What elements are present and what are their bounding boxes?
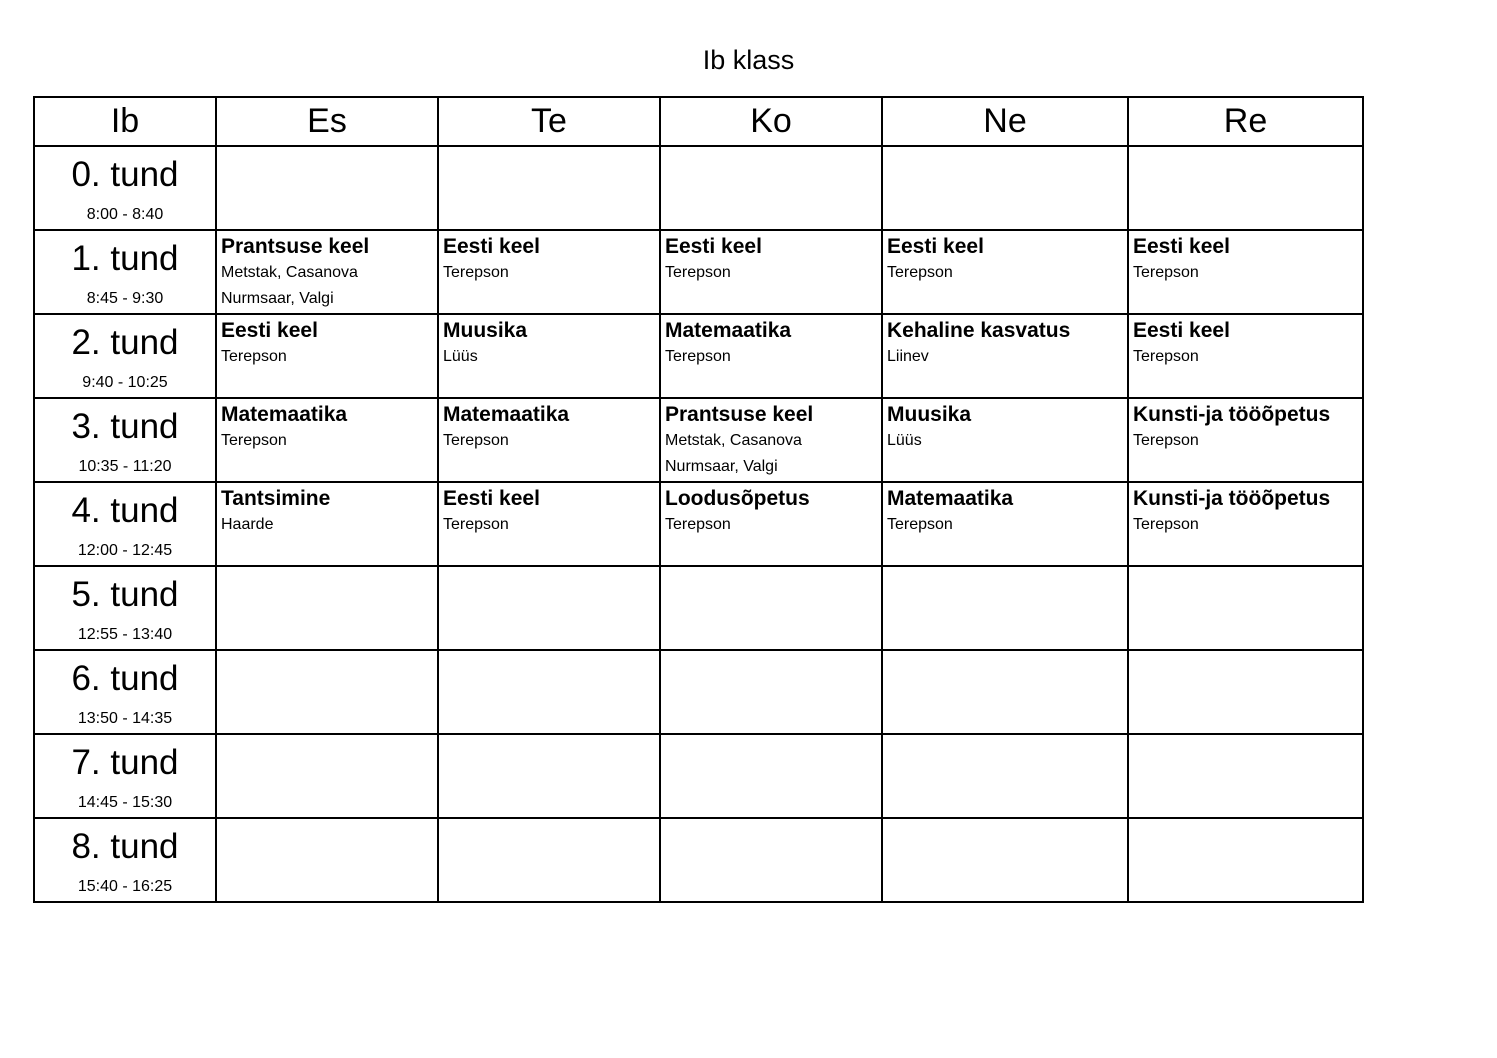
lesson-teacher: Nurmsaar, Valgi	[221, 290, 334, 307]
lesson	[1129, 231, 1362, 286]
lesson	[883, 567, 1127, 570]
period-row	[34, 230, 1363, 314]
lesson	[217, 651, 437, 654]
lesson	[1129, 735, 1362, 738]
lesson-subject: Loodusõpetus	[665, 487, 810, 510]
lesson-cell	[438, 734, 660, 818]
period-row	[34, 566, 1363, 650]
lesson-teacher: Metstak, Casanova	[221, 264, 358, 281]
period-name: 0. tund	[71, 155, 179, 194]
lesson-cell	[1128, 230, 1363, 314]
period-name: 6. tund	[71, 659, 179, 698]
lesson	[217, 147, 437, 150]
period-time: 12:00 - 12:45	[77, 542, 173, 559]
lesson	[439, 735, 659, 738]
lesson-subject: Kehaline kasvatus	[887, 319, 1071, 342]
lesson-cell	[438, 146, 660, 230]
lesson-subject: Eesti keel	[665, 235, 762, 258]
lesson	[439, 315, 659, 370]
day-header: Te	[438, 97, 660, 146]
lesson	[883, 819, 1127, 822]
lesson-cell	[438, 566, 660, 650]
lesson	[661, 819, 881, 822]
period-name: 4. tund	[71, 491, 179, 530]
day-header: Re	[1128, 97, 1363, 146]
lesson-subject: Prantsuse keel	[665, 403, 814, 426]
lesson-subject: Kunsti-ja tööõpetus	[1133, 487, 1331, 510]
lesson	[217, 231, 437, 312]
lesson	[1129, 147, 1362, 150]
period-row	[34, 650, 1363, 734]
lesson-cell	[660, 818, 882, 902]
lesson	[1129, 567, 1362, 570]
lesson-subject: Kunsti-ja tööõpetus	[1133, 403, 1331, 426]
lesson-cell	[882, 230, 1128, 314]
lesson-cell	[438, 314, 660, 398]
period-name: 7. tund	[71, 743, 179, 782]
lesson	[439, 819, 659, 822]
lesson-teacher: Lüüs	[443, 348, 478, 365]
lesson-subject: Tantsimine	[221, 487, 331, 510]
period-cell	[34, 734, 216, 818]
lesson	[661, 567, 881, 570]
period-time: 14:45 - 15:30	[77, 794, 173, 811]
lesson-teacher: Terepson	[887, 516, 953, 533]
lesson-subject: Muusika	[443, 319, 528, 342]
lesson-cell	[438, 230, 660, 314]
lesson-cell	[216, 818, 438, 902]
lesson-cell	[660, 566, 882, 650]
lesson	[439, 147, 659, 150]
period-row	[34, 398, 1363, 482]
lesson	[439, 399, 659, 454]
period-name: 8. tund	[71, 827, 179, 866]
lesson-cell	[216, 146, 438, 230]
lesson	[883, 315, 1127, 370]
lesson	[1129, 651, 1362, 654]
lesson	[661, 735, 881, 738]
lesson-cell	[438, 398, 660, 482]
lesson-subject: Eesti keel	[443, 487, 540, 510]
lesson-subject: Matemaatika	[221, 403, 348, 426]
lesson-teacher: Terepson	[221, 348, 287, 365]
lesson-cell	[882, 314, 1128, 398]
lesson	[1129, 483, 1362, 538]
lesson-cell	[438, 650, 660, 734]
lesson-teacher: Terepson	[443, 516, 509, 533]
lesson-cell	[660, 734, 882, 818]
lesson-cell	[660, 482, 882, 566]
period-time: 8:00 - 8:40	[86, 206, 164, 223]
lesson-teacher: Terepson	[887, 264, 953, 281]
lesson-teacher: Terepson	[221, 432, 287, 449]
day-header: Es	[216, 97, 438, 146]
lesson-cell	[216, 314, 438, 398]
lesson	[217, 399, 437, 454]
lesson-cell	[882, 398, 1128, 482]
lesson-cell	[1128, 398, 1363, 482]
lesson-subject: Prantsuse keel	[221, 235, 370, 258]
period-time: 8:45 - 9:30	[86, 290, 164, 307]
lesson-cell	[882, 650, 1128, 734]
lesson-teacher: Metstak, Casanova	[665, 432, 802, 449]
lesson-cell	[438, 818, 660, 902]
period-time: 12:55 - 13:40	[77, 626, 173, 643]
lesson-cell	[1128, 734, 1363, 818]
period-cell	[34, 398, 216, 482]
lesson-cell	[216, 398, 438, 482]
lesson-teacher: Lüüs	[887, 432, 922, 449]
lesson-teacher: Haarde	[221, 516, 274, 533]
lesson-teacher: Terepson	[1133, 348, 1199, 365]
lesson-cell	[1128, 314, 1363, 398]
lesson-cell	[1128, 566, 1363, 650]
lesson-cell	[882, 566, 1128, 650]
lesson	[661, 651, 881, 654]
lesson	[1129, 315, 1362, 370]
header-row	[34, 97, 1363, 146]
lesson	[661, 483, 881, 538]
lesson-subject: Matemaatika	[665, 319, 792, 342]
period-name: 1. tund	[71, 239, 179, 278]
lesson-cell	[660, 314, 882, 398]
lesson-cell	[216, 650, 438, 734]
period-row	[34, 146, 1363, 230]
lesson	[217, 735, 437, 738]
period-name: 5. tund	[71, 575, 179, 614]
lesson-cell	[438, 482, 660, 566]
lesson-cell	[882, 146, 1128, 230]
lesson-cell	[882, 482, 1128, 566]
lesson-cell	[660, 398, 882, 482]
lesson-cell	[882, 734, 1128, 818]
period-time: 9:40 - 10:25	[82, 374, 168, 391]
lesson-cell	[660, 146, 882, 230]
lesson	[661, 231, 881, 286]
period-row	[34, 314, 1363, 398]
lesson-teacher: Terepson	[665, 516, 731, 533]
period-cell	[34, 314, 216, 398]
lesson-subject: Matemaatika	[443, 403, 570, 426]
lesson	[883, 231, 1127, 286]
lesson-cell	[1128, 650, 1363, 734]
period-time: 15:40 - 16:25	[77, 878, 173, 895]
lesson	[661, 315, 881, 370]
period-cell	[34, 566, 216, 650]
lesson	[217, 567, 437, 570]
day-header: Ko	[660, 97, 882, 146]
lesson	[439, 483, 659, 538]
lesson-teacher: Terepson	[1133, 516, 1199, 533]
lesson-teacher: Terepson	[665, 348, 731, 365]
lesson-teacher: Nurmsaar, Valgi	[665, 458, 778, 475]
page-title: Ib klass	[702, 45, 795, 75]
lesson-subject: Eesti keel	[1133, 319, 1230, 342]
lesson-cell	[216, 230, 438, 314]
lesson	[217, 483, 437, 538]
lesson	[217, 819, 437, 822]
period-cell	[34, 650, 216, 734]
timetable	[33, 96, 1364, 903]
period-cell	[34, 482, 216, 566]
lesson-cell	[216, 566, 438, 650]
lesson-subject: Eesti keel	[443, 235, 540, 258]
lesson-teacher: Terepson	[443, 432, 509, 449]
period-row	[34, 482, 1363, 566]
lesson	[883, 651, 1127, 654]
lesson	[439, 231, 659, 286]
lesson	[883, 735, 1127, 738]
day-header: Ne	[882, 97, 1128, 146]
lesson	[1129, 819, 1362, 822]
lesson-teacher: Terepson	[1133, 264, 1199, 281]
lesson-cell	[660, 650, 882, 734]
period-row	[34, 818, 1363, 902]
lesson-subject: Matemaatika	[887, 487, 1014, 510]
lesson	[883, 399, 1127, 454]
lesson-teacher: Terepson	[443, 264, 509, 281]
period-cell	[34, 230, 216, 314]
lesson	[883, 147, 1127, 150]
period-name: 2. tund	[71, 323, 179, 362]
period-cell	[34, 146, 216, 230]
lesson	[883, 483, 1127, 538]
corner-header: Ib	[34, 97, 216, 146]
lesson-cell	[216, 734, 438, 818]
lesson	[1129, 399, 1362, 454]
lesson	[439, 567, 659, 570]
period-name: 3. tund	[71, 407, 179, 446]
lesson-cell	[1128, 482, 1363, 566]
period-cell	[34, 818, 216, 902]
lesson-subject: Eesti keel	[1133, 235, 1230, 258]
lesson-subject: Eesti keel	[221, 319, 318, 342]
lesson-cell	[216, 482, 438, 566]
lesson-teacher: Terepson	[1133, 432, 1199, 449]
period-time: 10:35 - 11:20	[78, 458, 172, 475]
period-row	[34, 734, 1363, 818]
lesson-cell	[1128, 146, 1363, 230]
lesson-teacher: Terepson	[665, 264, 731, 281]
lesson	[217, 315, 437, 370]
lesson-cell	[882, 818, 1128, 902]
lesson-cell	[1128, 818, 1363, 902]
lesson	[661, 147, 881, 150]
lesson-subject: Eesti keel	[887, 235, 984, 258]
period-time: 13:50 - 14:35	[77, 710, 173, 727]
lesson-subject: Muusika	[887, 403, 972, 426]
lesson	[439, 651, 659, 654]
lesson-cell	[660, 230, 882, 314]
lesson-teacher: Liinev	[887, 348, 929, 365]
lesson	[661, 399, 881, 480]
